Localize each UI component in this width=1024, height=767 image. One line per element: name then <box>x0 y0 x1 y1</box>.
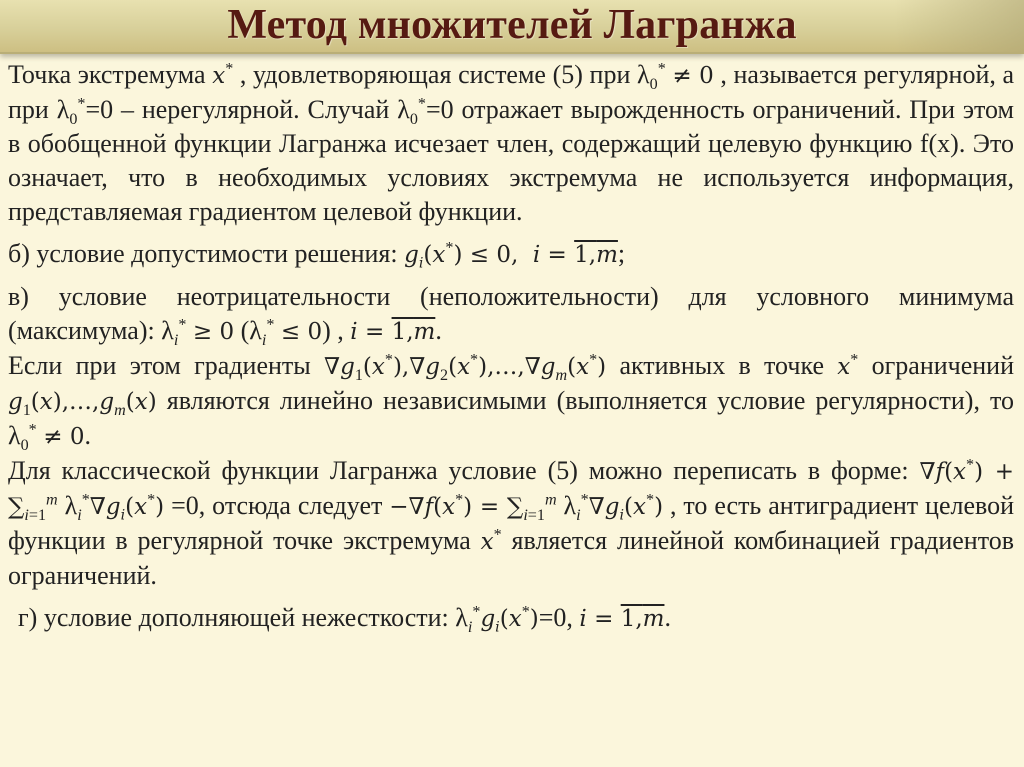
condition-nonnegativity: в) условие неотрицательности (неположительности) для условного минимума (максимума): $\lambda_i^* \ge 0$ $(\lambda_i^* \le 0)$ , $i = 1,\overline{m}$. <box>8 282 1014 350</box>
paragraph-classical-lagrange: Для классической функции Лагранжа условие (5) можно переписать в форме: $\nabla f(x^*) + \sum_{i=1}^m$ $\lambda_i^*\nabla g_i(x^*) =0$, отсюда следует $-\nabla f(x^*) = \sum_{i=1}^m$ $\lambda_i^*\nabla g_i(x^*)$ , то есть антиградиент целевой функции в регулярной точке экстремума x* является линейной комбинацией градиентов ограничений. <box>8 456 1015 590</box>
slide-title: Метод множителей Лагранжа <box>227 2 797 48</box>
paragraph-gradients: Если при этом градиенты $\nabla g_1(x^*),\nabla g_2(x^*),\dots,\nabla g_m(x^*)$ активных в точке x* ограничений $g_1(x),\dots,g_m(x)$ являются линейно независимыми (выполняется условие регулярности), то $\lambda_0^* \ne 0$. <box>8 351 1014 455</box>
condition-feasibility: б) условие допустимости решения: $g_i(x^*) \le 0$, $i = 1,\overline{m}$; <box>8 239 626 272</box>
condition-complementary-slackness: г) условие дополняющей нежесткости: $\lambda_i^*g_i(x^*)=0$, $i = 1,\overline{m}$. <box>18 603 671 637</box>
slide-body <box>8 58 1014 636</box>
paragraph-regular-point: Точка экстремума x* , удовлетворяющая системе (5) при $\lambda_0^* \ne 0$ , называется регулярной, а при $\lambda_0^*=0$ – нерегулярной. Случай $\lambda_0^*=0$ отражает вырожденность ограничений. При этом в обобщенной функции Лагранжа исчезает член, содержащий целевую функцию f(x). Это означает, что в необходимых условиях экстремума не используется информация, представляемая градиентом целевой функции. <box>8 60 1015 226</box>
title-bar <box>0 0 1024 54</box>
